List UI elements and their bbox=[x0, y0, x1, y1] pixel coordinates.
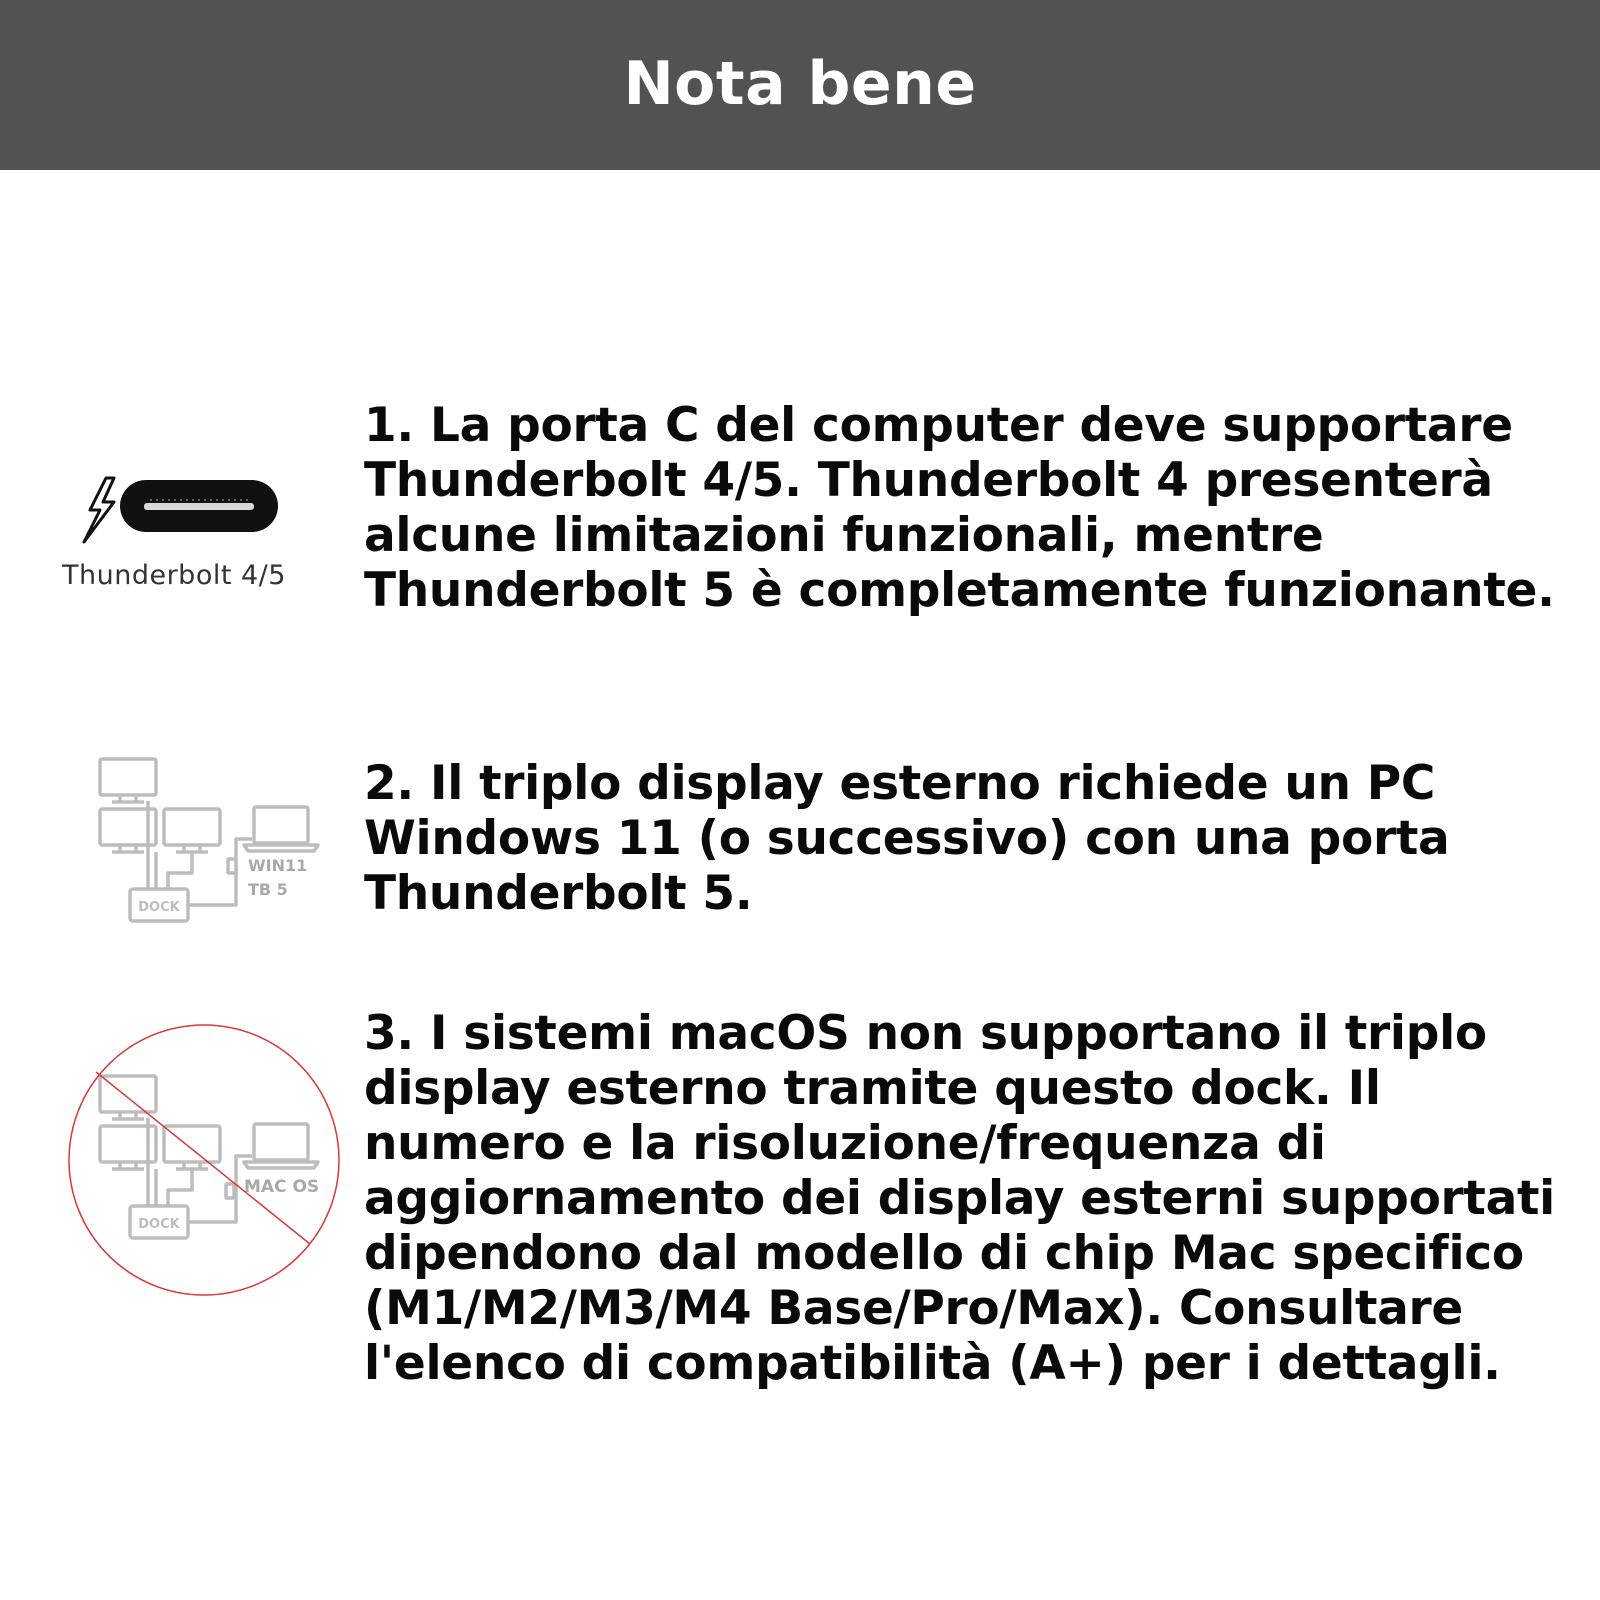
thunderbolt-label: Thunderbolt 4/5 bbox=[62, 560, 286, 591]
header-bar bbox=[0, 0, 1600, 170]
note-item-3: 3. I sistemi macOS non supportano il triplo display esterno tramite questo dock. Il numero e la risoluzione/frequenza di aggiornamento dei display esterni supportati dipendono dal modello di chip Mac specifico (M1/M2/M3/M4 Base/Pro/Max). Consultare l'elenco di compatibilità (A+) per i dettagli. bbox=[364, 1006, 1555, 1391]
tb5-label: TB 5 bbox=[248, 880, 288, 899]
win11-label: WIN11 bbox=[248, 856, 308, 875]
triple-display-dock-windows-icon bbox=[92, 755, 322, 935]
note-item-2: 2. Il triplo display esterno richiede un PC Windows 11 (o successivo) con una porta Thunderbolt 5. bbox=[364, 756, 1450, 921]
dock-label: DOCK bbox=[138, 1217, 180, 1232]
page-title: Nota bene bbox=[623, 49, 977, 119]
macos-label: MAC OS bbox=[244, 1177, 320, 1197]
dock-label: DOCK bbox=[138, 900, 180, 915]
thunderbolt-usb-c-port-icon bbox=[70, 470, 290, 560]
note-item-1: 1. La porta C del computer deve supportare Thunderbolt 4/5. Thunderbolt 4 presenterà alcune limitazioni funzionali, mentre Thunderbolt 5 è completamente funzionante. bbox=[364, 398, 1555, 618]
triple-display-dock-mac-prohibited-icon bbox=[66, 1022, 342, 1298]
